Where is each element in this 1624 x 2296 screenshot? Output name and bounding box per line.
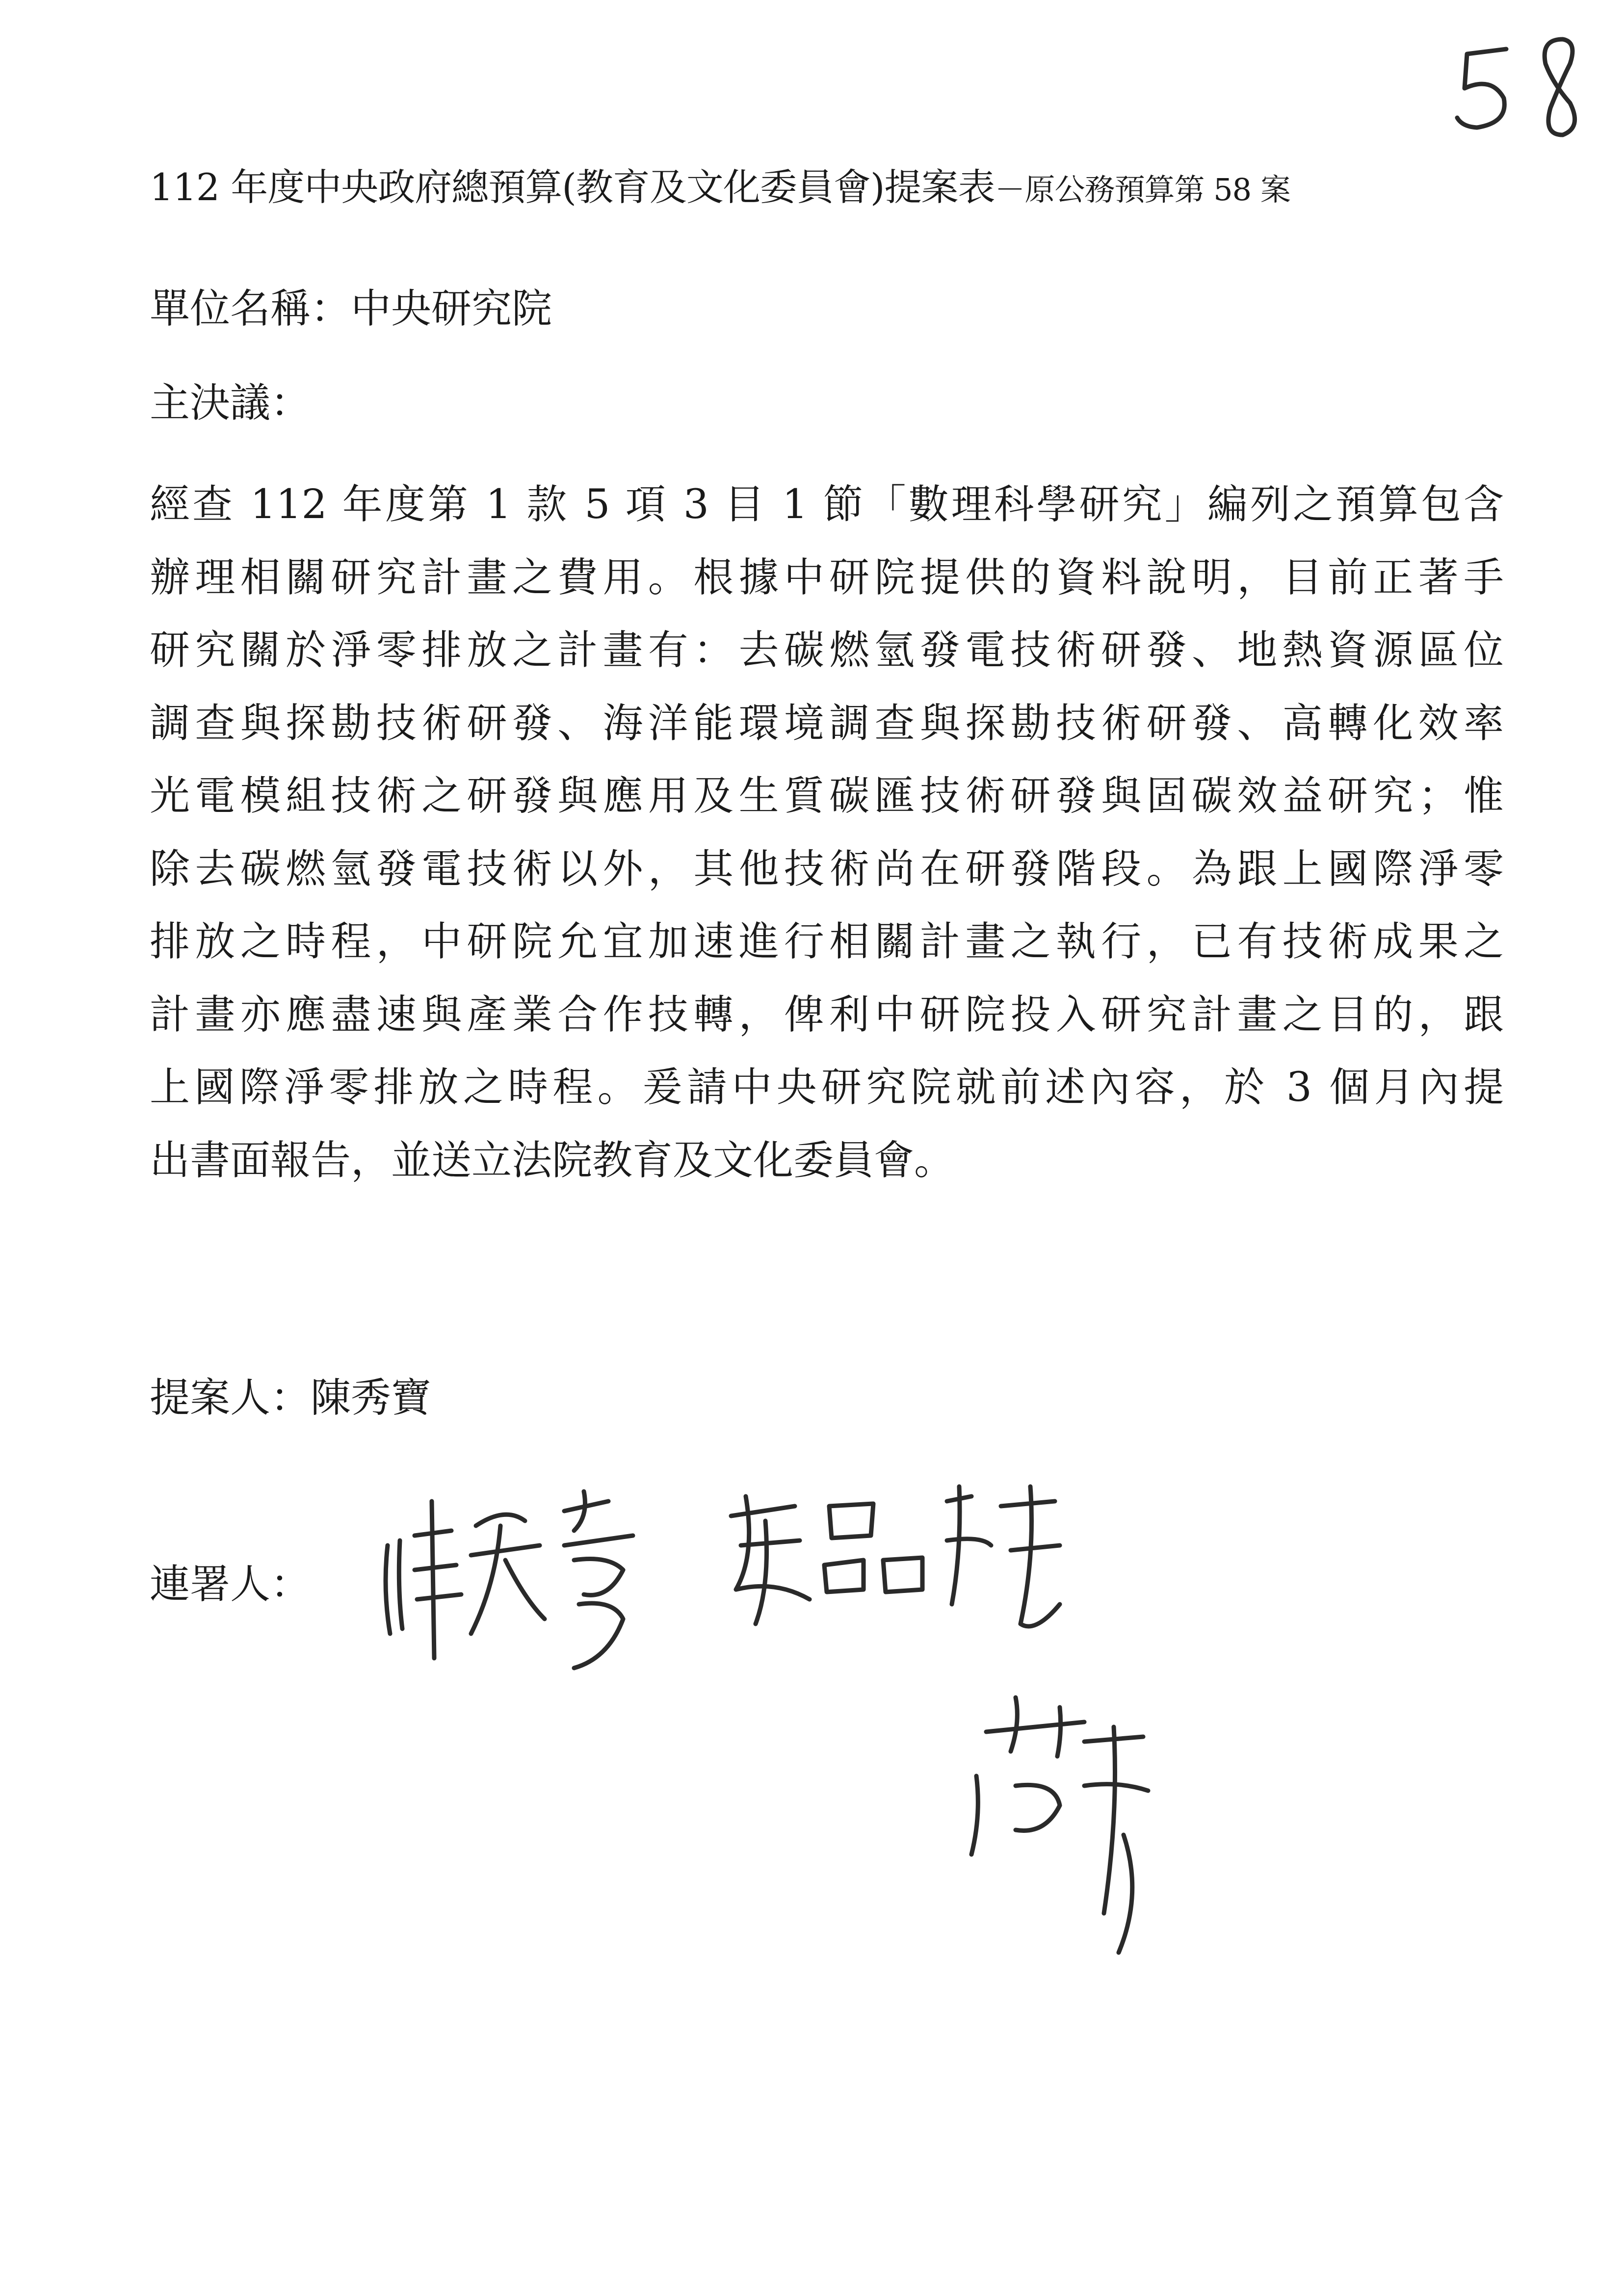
title-case-number: －原公務預算第 58 案 bbox=[995, 172, 1290, 208]
body-line: 研究關於淨零排放之計畫有：去碳燃氫發電技術研發、地熱資源區位 bbox=[150, 627, 1504, 674]
resolution-label: 主決議： bbox=[150, 380, 311, 426]
body-line: 計畫亦應盡速與產業合作技轉，俾利中研院投入研究計畫之目的，跟 bbox=[150, 991, 1504, 1038]
document-title bbox=[150, 158, 1499, 219]
body-line: 辦理相關研究計畫之費用。根據中研院提供的資料說明，目前正著手 bbox=[150, 554, 1504, 601]
page-number bbox=[1447, 29, 1595, 157]
proposer: 提案人：陳秀寶 bbox=[150, 1375, 432, 1421]
resolution-body bbox=[150, 469, 1504, 1197]
signature-1 bbox=[378, 1472, 692, 1678]
body-line: 經查 112 年度第 1 款 5 項 3 目 1 節「數理科學研究」編列之預算包含 bbox=[150, 481, 1504, 528]
body-line: 排放之時程，中研院允宜加速進行相關計畫之執行，已有技術成果之 bbox=[150, 918, 1504, 965]
signature-2 bbox=[716, 1477, 1070, 1653]
unit-name: 單位名稱：中央研究院 bbox=[150, 286, 552, 332]
body-line: 出書面報告，並送立法院教育及文化委員會。 bbox=[150, 1137, 955, 1184]
signature-3 bbox=[957, 1688, 1163, 1962]
title-main: 112 年度中央政府總預算(教育及文化委員會)提案表 bbox=[150, 165, 995, 209]
body-line: 上國際淨零排放之時程。爰請中央研究院就前述內容，於 3 個月內提 bbox=[150, 1064, 1504, 1111]
body-line: 光電模組技術之研發與應用及生質碳匯技術研發與固碳效益研究；惟 bbox=[150, 773, 1504, 819]
cosigner-label: 連署人： bbox=[150, 1561, 311, 1608]
body-line: 調查與探勘技術研發、海洋能環境調查與探勘技術研發、高轉化效率 bbox=[150, 700, 1504, 747]
body-line: 除去碳燃氫發電技術以外，其他技術尚在研發階段。為跟上國際淨零 bbox=[150, 845, 1504, 892]
